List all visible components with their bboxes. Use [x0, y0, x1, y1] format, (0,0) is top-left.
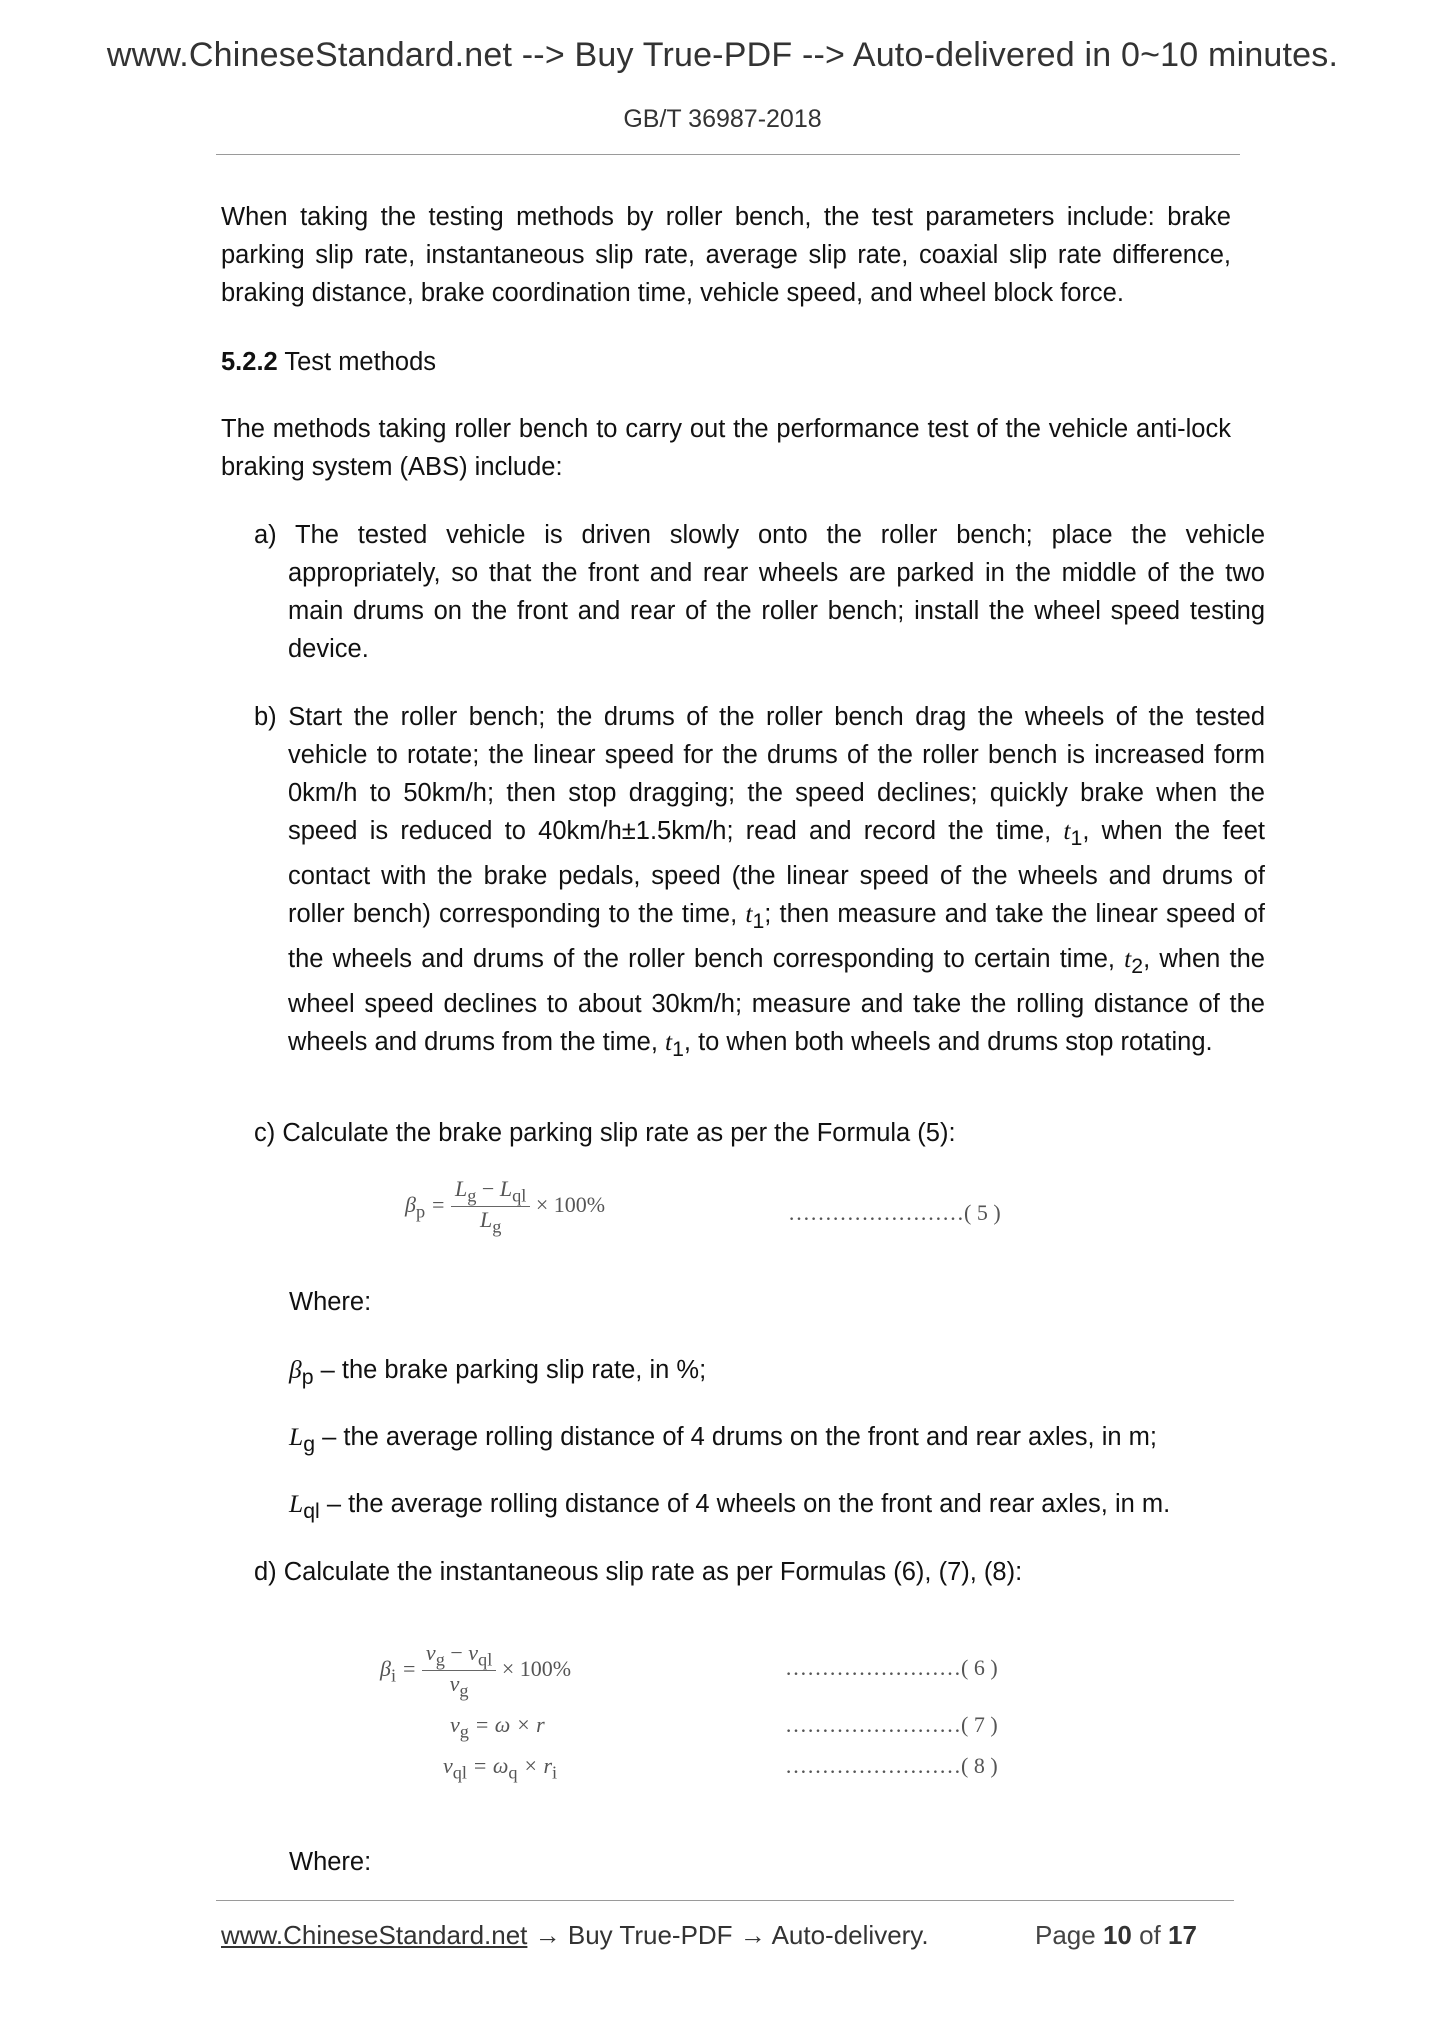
item-b-text-5: , to when both wheels and drums stop rotating.	[683, 1028, 1213, 1057]
section-number: 5.2.2	[221, 348, 278, 376]
footer-link-line	[221, 1920, 929, 1951]
where-label: Where:	[289, 1288, 372, 1316]
footer-site-link[interactable]: www.ChineseStandard.net	[221, 1920, 528, 1950]
formula-6-number: ( 6 )	[961, 1655, 998, 1680]
header-banner: www.ChineseStandard.net --> Buy True-PDF --> Auto-delivered in 0~10 minutes.	[106, 36, 1339, 74]
t1-subscript: 1	[752, 909, 765, 934]
formula-8-leader: ……………………( 8 )	[785, 1753, 998, 1778]
formula-7: $v_g = \omega \times r$	[450, 1712, 545, 1742]
page-indicator: Page 10 of 17	[1035, 1920, 1197, 1950]
item-b-text-2: , when the feet contact with the brake pedals, speed (the linear speed of the wheels and drums of roller bench) corresponding to the time,	[288, 817, 1265, 929]
t2-symbol: t	[1124, 944, 1132, 974]
item-b-text-3: ; then measure and take the linear speed of the wheels and drums of the roller bench corresponding to certain time,	[288, 900, 1265, 974]
section-heading	[221, 343, 1231, 381]
formula-5-number: ( 5 )	[964, 1200, 1001, 1225]
header-divider	[216, 154, 1240, 155]
formula-5-fraction: $\frac{L_g - L_{ql}}{L_g}$	[451, 1176, 530, 1238]
formula-8: $v_{ql} = \omega_q \times r_i$	[443, 1753, 558, 1783]
intro-paragraph: When taking the testing methods by roller bench, the test parameters include: brake parking slip rate, instantaneous slip rate, average slip rate, coaxial slip rate difference, braking distance, brake coordination time, vehicle speed, and wheel block force.	[221, 203, 1231, 307]
definition-Lg: $L_g$ – the average rolling distance of 4 drums on the front and rear axles, in m;	[289, 1422, 1157, 1457]
formula-5	[405, 1176, 605, 1238]
formula-5-times: × 100%	[535, 1191, 606, 1217]
section-title: Test methods	[277, 348, 436, 376]
definition-beta-p: $\beta_p$ – the brake parking slip rate, in %;	[289, 1355, 707, 1390]
footer-divider	[216, 1900, 1234, 1901]
standard-code: GB/T 36987-2018	[623, 105, 822, 133]
list-item-a: a) The tested vehicle is driven slowly onto the roller bench; place the vehicle appropriately, so that the front and rear wheels are parked in the middle of the two main drums on the front and rear of the roller bench; install the wheel speed testing device.	[254, 521, 1265, 663]
formula-8-number: ( 8 )	[961, 1753, 998, 1778]
page-number: 10	[1102, 1920, 1132, 1950]
footer-link-suffix: → Buy True-PDF → Auto-delivery.	[527, 1920, 929, 1950]
t1-symbol: t	[664, 1027, 673, 1057]
formula-5-lhs: $\beta_p$ =	[405, 1191, 446, 1222]
page-total: 17	[1168, 1920, 1197, 1950]
t2-subscript: 2	[1131, 954, 1144, 979]
formula-7-number: ( 7 )	[961, 1712, 998, 1737]
t1-subscript: 1	[672, 1037, 684, 1062]
item-b-text-4: , when the wheel speed declines to about 30km/h; measure and take the rolling distance of the wheels and drums from the time,	[288, 945, 1265, 1057]
list-item-c: c) Calculate the brake parking slip rate as per the Formula (5):	[254, 1119, 956, 1147]
list-item-d: d) Calculate the instantaneous slip rate as per Formulas (6), (7), (8):	[254, 1558, 1023, 1586]
where-label-2: Where:	[289, 1848, 372, 1876]
item-b-text-1: b) Start the roller bench; the drums of the roller bench drag the wheels of the tested vehicle to rotate; the linear speed for the drums of the roller bench is increased form 0km/h to 50km/h; then stop dragging; the speed declines; quickly brake when the speed is reduced to 40km/h±1.5km/h; read and record the time,	[254, 703, 1265, 845]
formula-5-leader: ……………………( 5 )	[788, 1200, 1001, 1225]
methods-paragraph: The methods taking roller bench to carry out the performance test of the vehicle anti-lock braking system (ABS) include:	[221, 415, 1231, 481]
definition-Lql: $L_{ql}$ – the average rolling distance of 4 wheels on the front and rear axles, in m.	[289, 1489, 1171, 1524]
list-item-b	[254, 698, 1265, 1068]
t1-symbol: t	[745, 899, 753, 929]
formula-7-leader: ……………………( 7 )	[785, 1712, 998, 1737]
formula-6: $\beta_i$ = $\frac{v_g - v_{ql}}{v_g}$ × 100%	[380, 1640, 572, 1701]
t1-symbol: t	[1063, 816, 1071, 845]
formula-6-leader: ……………………( 6 )	[785, 1655, 998, 1680]
t1-subscript: 1	[1070, 826, 1083, 851]
